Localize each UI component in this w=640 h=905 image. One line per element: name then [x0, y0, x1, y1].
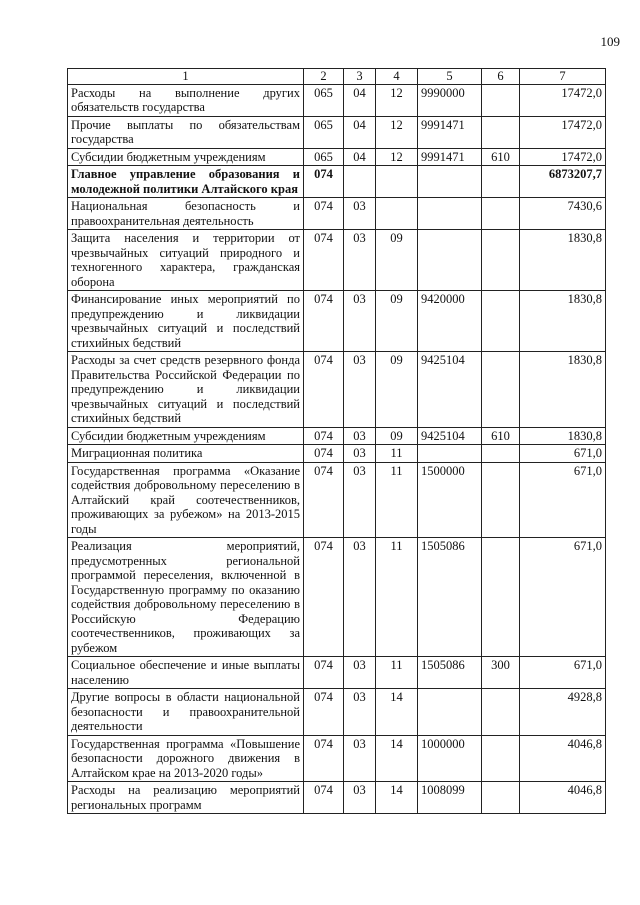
- expense-type-cell: [482, 462, 520, 538]
- subsection-code-cell: 14: [376, 735, 418, 782]
- section-code-cell: 03: [344, 689, 376, 736]
- section-code-cell: 03: [344, 538, 376, 657]
- column-header: 4: [376, 69, 418, 85]
- target-article-cell: [418, 198, 482, 230]
- ministry-code-cell: 074: [304, 462, 344, 538]
- table-row: [68, 782, 606, 814]
- section-code-cell: 03: [344, 230, 376, 291]
- expense-type-cell: [482, 198, 520, 230]
- column-header: 7: [520, 69, 606, 85]
- amount-cell: 17472,0: [520, 148, 606, 166]
- target-article-cell: 1505086: [418, 657, 482, 689]
- row-name-cell: Финансирование иных мероприятий по предупреждению и ликвидации чрезвычайных ситуаций и последствий стихийных бедствий: [68, 291, 304, 352]
- subsection-code-cell: 14: [376, 782, 418, 814]
- budget-table: [67, 68, 606, 814]
- ministry-code-cell: 065: [304, 116, 344, 148]
- expense-type-cell: [482, 538, 520, 657]
- amount-cell: 7430,6: [520, 198, 606, 230]
- row-name-cell: Государственная программа «Оказание содействия добровольному переселению в Алтайский край соотечественников, проживающих за рубежом» на 2013-2015 годы: [68, 462, 304, 538]
- section-code-cell: 04: [344, 148, 376, 166]
- subsection-code-cell: 11: [376, 445, 418, 463]
- row-name-cell: Главное управление образования и молодежной политики Алтайского края: [68, 166, 304, 198]
- subsection-code-cell: 12: [376, 116, 418, 148]
- expense-type-cell: [482, 84, 520, 116]
- table-row: [68, 427, 606, 445]
- subsection-code-cell: 09: [376, 230, 418, 291]
- section-code-cell: 03: [344, 462, 376, 538]
- target-article-cell: 1008099: [418, 782, 482, 814]
- table-row: [68, 538, 606, 657]
- expense-type-cell: 300: [482, 657, 520, 689]
- row-name-cell: Субсидии бюджетным учреждениям: [68, 427, 304, 445]
- subsection-code-cell: 09: [376, 291, 418, 352]
- expense-type-cell: [482, 782, 520, 814]
- ministry-code-cell: 074: [304, 735, 344, 782]
- target-article-cell: 9420000: [418, 291, 482, 352]
- amount-cell: 1830,8: [520, 352, 606, 428]
- subsection-code-cell: 11: [376, 462, 418, 538]
- table-row: [68, 84, 606, 116]
- table-row: [68, 352, 606, 428]
- amount-cell: 4046,8: [520, 735, 606, 782]
- amount-cell: 1830,8: [520, 427, 606, 445]
- section-code-cell: 03: [344, 735, 376, 782]
- table-body: [68, 84, 606, 814]
- ministry-code-cell: 074: [304, 538, 344, 657]
- row-name-cell: Расходы на реализацию мероприятий региональных программ: [68, 782, 304, 814]
- column-header: 2: [304, 69, 344, 85]
- row-name-cell: Расходы на выполнение других обязательств государства: [68, 84, 304, 116]
- target-article-cell: 9425104: [418, 427, 482, 445]
- row-name-cell: Национальная безопасность и правоохранительная деятельность: [68, 198, 304, 230]
- column-header: 1: [68, 69, 304, 85]
- amount-cell: 17472,0: [520, 84, 606, 116]
- expense-type-cell: [482, 230, 520, 291]
- target-article-cell: [418, 445, 482, 463]
- target-article-cell: 9991471: [418, 116, 482, 148]
- row-name-cell: Миграционная политика: [68, 445, 304, 463]
- subsection-code-cell: 09: [376, 352, 418, 428]
- table-row: [68, 291, 606, 352]
- amount-cell: 17472,0: [520, 116, 606, 148]
- ministry-code-cell: 074: [304, 352, 344, 428]
- section-code-cell: 04: [344, 84, 376, 116]
- ministry-code-cell: 065: [304, 148, 344, 166]
- table-row: [68, 116, 606, 148]
- expense-type-cell: [482, 352, 520, 428]
- amount-cell: 671,0: [520, 657, 606, 689]
- section-code-cell: 03: [344, 782, 376, 814]
- ministry-code-cell: 074: [304, 230, 344, 291]
- target-article-cell: 9425104: [418, 352, 482, 428]
- section-code-cell: 04: [344, 116, 376, 148]
- subsection-code-cell: 11: [376, 538, 418, 657]
- target-article-cell: [418, 166, 482, 198]
- table-row: [68, 230, 606, 291]
- subsection-code-cell: 14: [376, 689, 418, 736]
- ministry-code-cell: 074: [304, 198, 344, 230]
- amount-cell: 671,0: [520, 445, 606, 463]
- ministry-code-cell: 074: [304, 445, 344, 463]
- amount-cell: 671,0: [520, 538, 606, 657]
- expense-type-cell: [482, 689, 520, 736]
- table-row: [68, 148, 606, 166]
- column-header: 5: [418, 69, 482, 85]
- section-code-cell: 03: [344, 198, 376, 230]
- ministry-code-cell: 074: [304, 427, 344, 445]
- expense-type-cell: [482, 116, 520, 148]
- amount-cell: 4928,8: [520, 689, 606, 736]
- row-name-cell: Расходы за счет средств резервного фонда Правительства Российской Федерации по предупреждению и ликвидации чрезвычайных ситуаций и последствий стихийных бедствий: [68, 352, 304, 428]
- table-row: [68, 462, 606, 538]
- section-code-cell: [344, 166, 376, 198]
- ministry-code-cell: 074: [304, 291, 344, 352]
- expense-type-cell: 610: [482, 427, 520, 445]
- section-code-cell: 03: [344, 445, 376, 463]
- expense-type-cell: [482, 291, 520, 352]
- table-row: [68, 735, 606, 782]
- section-code-cell: 03: [344, 427, 376, 445]
- subsection-code-cell: [376, 166, 418, 198]
- section-code-cell: 03: [344, 352, 376, 428]
- target-article-cell: [418, 689, 482, 736]
- row-name-cell: Реализация мероприятий, предусмотренных региональной программой переселения, включенной в Государственную программу по оказанию содействия добровольному переселению в Российскую Федерацию соотечественников, проживающих за рубежом: [68, 538, 304, 657]
- ministry-code-cell: 074: [304, 689, 344, 736]
- subsection-code-cell: 12: [376, 84, 418, 116]
- ministry-code-cell: 065: [304, 84, 344, 116]
- row-name-cell: Прочие выплаты по обязательствам государства: [68, 116, 304, 148]
- table-header-row: [68, 69, 606, 85]
- target-article-cell: 1000000: [418, 735, 482, 782]
- column-header: 3: [344, 69, 376, 85]
- ministry-code-cell: 074: [304, 166, 344, 198]
- table-row: [68, 657, 606, 689]
- page-number: 109: [600, 34, 620, 49]
- subsection-code-cell: 11: [376, 657, 418, 689]
- amount-cell: 4046,8: [520, 782, 606, 814]
- row-name-cell: Социальное обеспечение и иные выплаты населению: [68, 657, 304, 689]
- amount-cell: 1830,8: [520, 291, 606, 352]
- target-article-cell: 9990000: [418, 84, 482, 116]
- subsection-code-cell: [376, 198, 418, 230]
- target-article-cell: [418, 230, 482, 291]
- target-article-cell: 9991471: [418, 148, 482, 166]
- amount-cell: 6873207,7: [520, 166, 606, 198]
- expense-type-cell: [482, 735, 520, 782]
- table-row: [68, 445, 606, 463]
- expense-type-cell: [482, 445, 520, 463]
- target-article-cell: 1505086: [418, 538, 482, 657]
- amount-cell: 671,0: [520, 462, 606, 538]
- row-name-cell: Защита населения и территории от чрезвычайных ситуаций природного и техногенного характера, гражданская оборона: [68, 230, 304, 291]
- amount-cell: 1830,8: [520, 230, 606, 291]
- expense-type-cell: [482, 166, 520, 198]
- table-row: [68, 198, 606, 230]
- section-code-cell: 03: [344, 657, 376, 689]
- column-header: 6: [482, 69, 520, 85]
- row-name-cell: Другие вопросы в области национальной безопасности и правоохранительной деятельности: [68, 689, 304, 736]
- row-name-cell: Субсидии бюджетным учреждениям: [68, 148, 304, 166]
- ministry-code-cell: 074: [304, 657, 344, 689]
- table-row: [68, 689, 606, 736]
- subsection-code-cell: 09: [376, 427, 418, 445]
- subsection-code-cell: 12: [376, 148, 418, 166]
- table-row: [68, 166, 606, 198]
- row-name-cell: Государственная программа «Повышение безопасности дорожного движения в Алтайском крае на 2013-2020 годы»: [68, 735, 304, 782]
- target-article-cell: 1500000: [418, 462, 482, 538]
- ministry-code-cell: 074: [304, 782, 344, 814]
- expense-type-cell: 610: [482, 148, 520, 166]
- section-code-cell: 03: [344, 291, 376, 352]
